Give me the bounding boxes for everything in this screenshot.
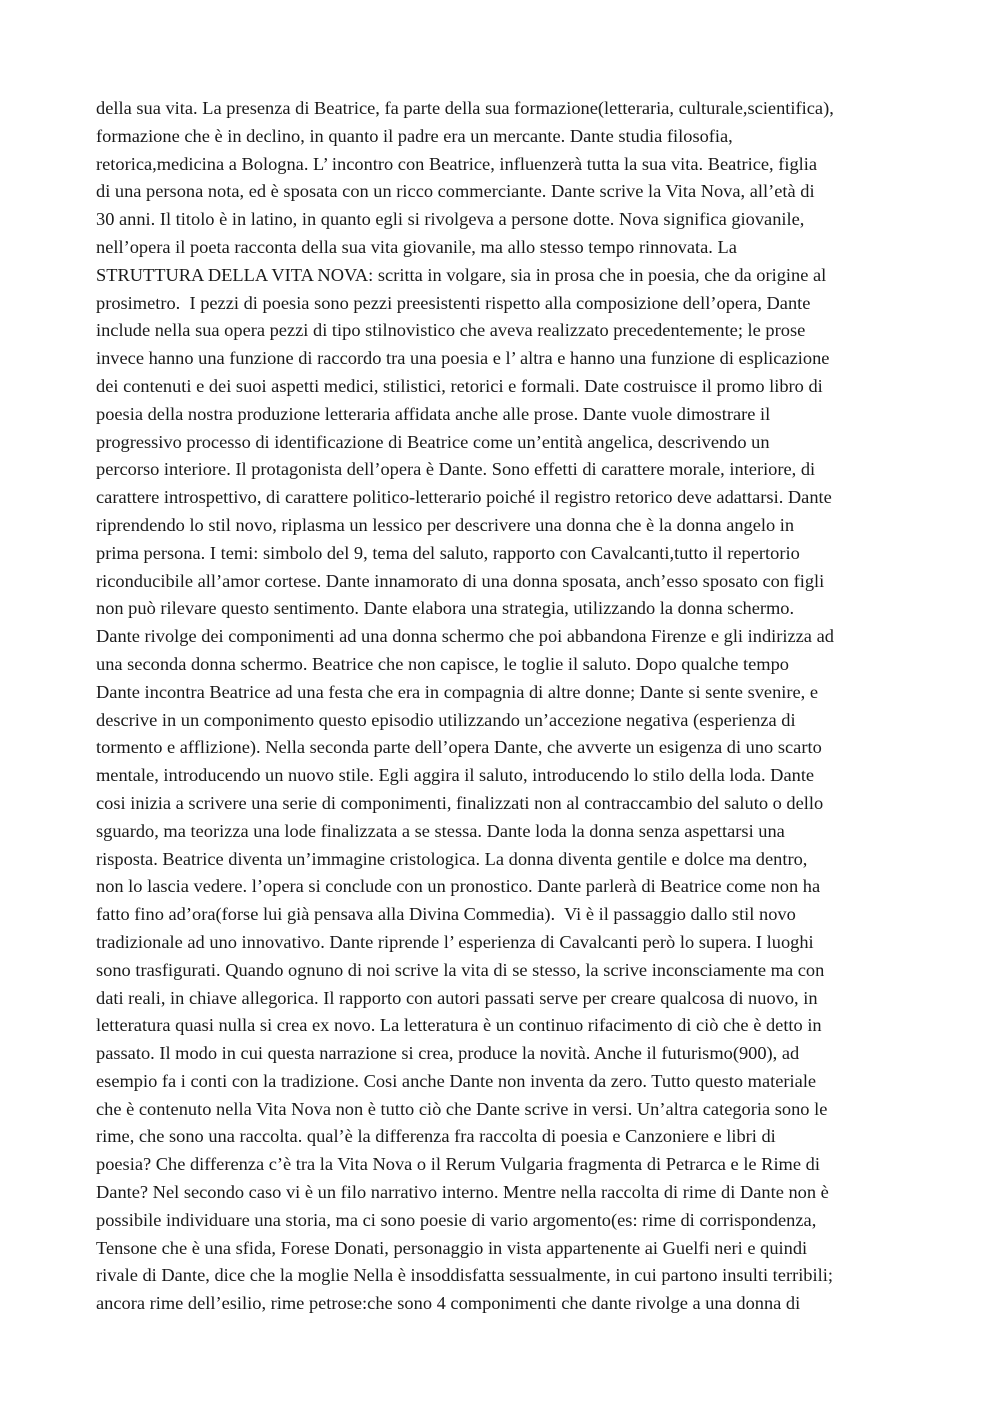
text-line: cosi inizia a scrivere una serie di componimenti, finalizzati non al contraccambio del saluto o dello: [96, 792, 824, 813]
text-line: Dante rivolge dei componimenti ad una donna schermo che poi abbandona Firenze e gli indirizza ad: [96, 626, 834, 647]
text-line: poesia della nostra produzione letteraria affidata anche alle prose. Dante vuole dimostrare il: [96, 403, 771, 424]
text-line: non lo lascia vedere. l’opera si conclude con un pronostico. Dante parlerà di Beatrice come non ha: [96, 876, 821, 897]
text-line: Dante? Nel secondo caso vi è un filo narrativo interno. Mentre nella raccolta di rime di Dante non è: [96, 1182, 829, 1203]
text-line: descrive in un componimento questo episodio utilizzando un’accezione negativa (esperienza di: [96, 709, 796, 730]
text-line: tradizionale ad uno innovativo. Dante riprende l’ esperienza di Cavalcanti però lo supera. I luoghi: [96, 931, 814, 952]
text-line: 30 anni. Il titolo è in latino, in quanto egli si rivolgeva a persone dotte. Nova significa giovanile,: [96, 209, 805, 230]
text-line: ancora rime dell’esilio, rime petrose:che sono 4 componimenti che dante rivolge a una donna di: [96, 1293, 801, 1314]
text-line: esempio fa i conti con la tradizione. Cosi anche Dante non inventa da zero. Tutto questo materiale: [96, 1070, 817, 1091]
text-line: non può rilevare questo sentimento. Dante elabora una strategia, utilizzando la donna schermo.: [96, 598, 795, 619]
text-line: Dante incontra Beatrice ad una festa che era in compagnia di altre donne; Dante si sente svenire, e: [96, 681, 819, 702]
text-line: passato. Il modo in cui questa narrazione si crea, produce la novità. Anche il futurismo(900), ad: [96, 1043, 800, 1064]
text-line: rime, che sono una raccolta. qual’è la differenza fra raccolta di poesia e Canzoniere e libri di: [96, 1126, 776, 1147]
text-line: rivale di Dante, dice che la moglie Nella è insoddisfatta sessualmente, in cui partono insulti terribili;: [96, 1265, 833, 1286]
text-line: STRUTTURA DELLA VITA NOVA: scritta in volgare, sia in prosa che in poesia, che da origine al: [96, 264, 827, 285]
text-line: percorso interiore. Il protagonista dell’opera è Dante. Sono effetti di carattere morale, interiore, di: [96, 459, 816, 480]
text-line: poesia? Che differenza c’è tra la Vita Nova o il Rerum Vulgaria fragmenta di Petrarca e le Rime di: [96, 1154, 820, 1175]
text-line: letteratura quasi nulla si crea ex novo. La letteratura è un continuo rifacimento di ciò che è detto in: [96, 1015, 822, 1036]
text-line: della sua vita. La presenza di Beatrice, fa parte della sua formazione(letteraria, culturale,scientifica),: [96, 98, 834, 118]
text-line: sono trasfigurati. Quando ognuno di noi scrive la vita di se stesso, la scrive inconsciamente ma con: [96, 959, 825, 980]
text-line: tormento e afflizione). Nella seconda parte dell’opera Dante, che avverte un esigenza di uno scarto: [96, 737, 822, 758]
text-line: di una persona nota, ed è sposata con un ricco commerciante. Dante scrive la Vita Nova, all’età di: [96, 181, 815, 202]
text-line: progressivo processo di identificazione di Beatrice come un’entità angelica, descrivendo un: [96, 431, 770, 452]
text-line: invece hanno una funzione di raccordo tra una poesia e l’ altra e hanno una funzione di esplicazione: [96, 348, 830, 369]
text-line: dati reali, in chiave allegorica. Il rapporto con autori passati serve per creare qualcosa di nuovo, in: [96, 987, 818, 1008]
text-line: riprendendo lo stil novo, riplasma un lessico per descrivere una donna che è la donna angelo in: [96, 514, 795, 535]
text-line: riconducibile all’amor cortese. Dante innamorato di una donna sposata, anch’esso sposato con figli: [96, 570, 825, 591]
text-line: dei contenuti e dei suoi aspetti medici, stilistici, retorici e formali. Date costruisce il promo libro di: [96, 375, 823, 396]
text-line: che è contenuto nella Vita Nova non è tutto ciò che Dante scrive in versi. Un’altra categoria sono le: [96, 1098, 828, 1119]
text-line: formazione che è in declino, in quanto il padre era un mercante. Dante studia filosofia,: [96, 125, 733, 146]
text-line: risposta. Beatrice diventa un’immagine cristologica. La donna diventa gentile e dolce ma dentro,: [96, 848, 808, 869]
text-line: mentale, introducendo un nuovo stile. Egli aggira il saluto, introducendo lo stilo della loda. Dante: [96, 765, 815, 786]
text-line: include nella sua opera pezzi di tipo stilnovistico che aveva realizzato precedentemente; le prose: [96, 320, 806, 341]
text-line: nell’opera il poeta racconta della sua vita giovanile, ma allo stesso tempo rinnovata. La: [96, 236, 737, 257]
text-line: Tensone che è una sfida, Forese Donati, personaggio in vista appartenente ai Guelfi neri e quindi: [96, 1237, 808, 1258]
text-line: retorica,medicina a Bologna. L’ incontro con Beatrice, influenzerà tutta la sua vita. Beatrice, figlia: [96, 153, 818, 174]
text-line: possibile individuare una storia, ma ci sono poesie di vario argomento(es: rime di corrispondenza,: [96, 1209, 817, 1230]
text-line: carattere introspettivo, di carattere politico-letterario poiché il registro retorico deve adattarsi. Dante: [96, 487, 832, 508]
body-text: [96, 95, 926, 1318]
text-line: fatto fino ad’ora(forse lui già pensava alla Divina Commedia). Vi è il passaggio dallo stil novo: [96, 904, 796, 925]
text-line: una seconda donna schermo. Beatrice che non capisce, le toglie il saluto. Dopo qualche tempo: [96, 653, 789, 674]
text-line: prosimetro. I pezzi di poesia sono pezzi preesistenti rispetto alla composizione dell’opera, Dante: [96, 292, 811, 313]
text-line: sguardo, ma teorizza una lode finalizzata a se stessa. Dante loda la donna senza aspettarsi una: [96, 820, 785, 841]
text-line: prima persona. I temi: simbolo del 9, tema del saluto, rapporto con Cavalcanti,tutto il repertorio: [96, 542, 800, 563]
